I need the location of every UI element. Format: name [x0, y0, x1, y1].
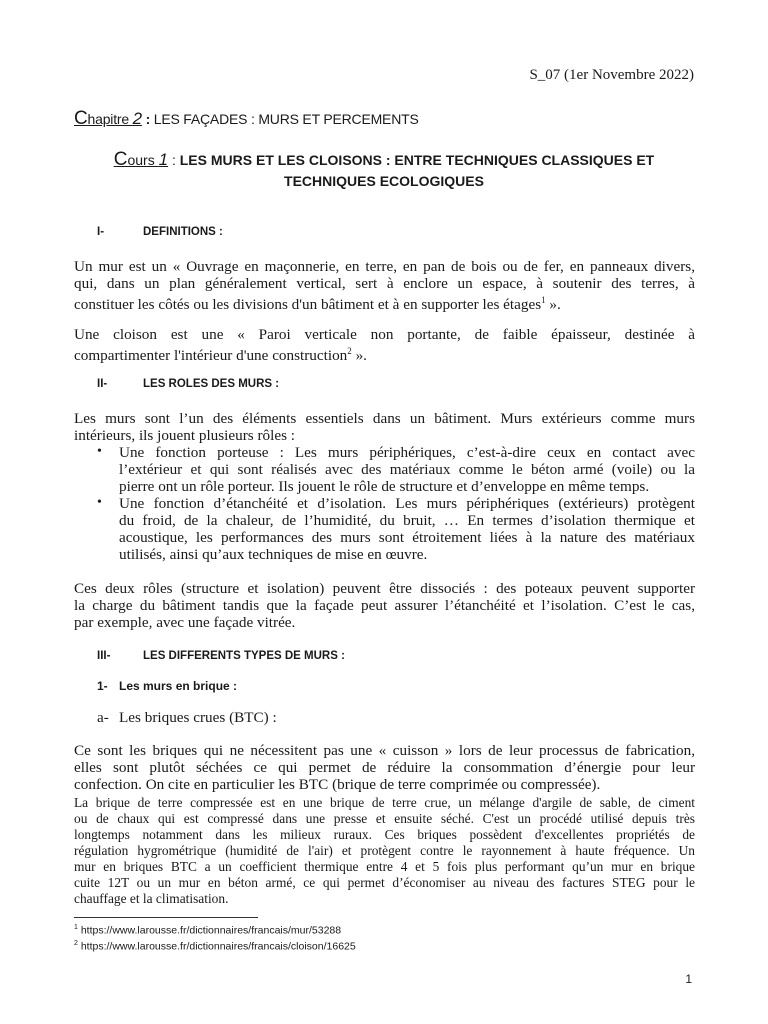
- text-line: Une cloison est une « Paroi verticale non portante, de faible épaisseur, destinée à: [74, 326, 695, 343]
- footnote-link[interactable]: https://www.larousse.fr/dictionnaires/francais/mur/53288: [77, 924, 342, 937]
- footnote-ref: 1: [541, 295, 546, 305]
- text-line: Un mur est un « Ouvrage en maçonnerie, en terre, en pan de bois ou de fer, en panneaux divers,: [74, 258, 695, 275]
- section-definitions: [97, 226, 223, 238]
- text-line: La brique de terre compressée est en une brique de terre crue, un mélange d'argile de sable, de ciment: [74, 795, 695, 810]
- course-word: ours: [127, 152, 159, 168]
- section-title: DEFINITIONS :: [143, 226, 223, 238]
- text-line: pierre ont un rôle porteur. Ils jouent le rôle de structure et d’enveloppe en même temps.: [119, 478, 650, 495]
- page-number: 1: [685, 972, 692, 986]
- course-number: 1: [158, 150, 169, 169]
- subsection-briques-crues: [97, 709, 277, 727]
- text-line: longtemps notamment dans les milieux ruraux. Ces briques possèdent d'excellentes propriétés de: [74, 827, 695, 842]
- footnote-divider: [74, 917, 258, 918]
- paragraph-roles-intro: [74, 410, 695, 444]
- text-line: [74, 292, 695, 313]
- text-line: Une fonction d’étanchéité et d’isolation. Les murs périphériques (extérieurs) protègent: [119, 495, 695, 512]
- text-line: intérieurs, ils jouent plusieurs rôles :: [74, 427, 296, 444]
- section-number: II-: [97, 378, 108, 390]
- course-colon: :: [168, 152, 176, 168]
- section-number: 1-: [97, 679, 108, 693]
- text-line: acoustique, les performances des murs sont étroitement liées à la nature des matériaux: [119, 529, 695, 546]
- subsection-murs-brique: [97, 679, 237, 693]
- text-line: Ce sont les briques qui ne nécessitent pas une « cuisson » lors de leur processus de fabrication,: [74, 742, 695, 759]
- text-line: Ces deux rôles (structure et isolation) peuvent être dissociés : des poteaux peuvent supporter: [74, 580, 695, 597]
- document-date: S_07 (1er Novembre 2022): [529, 67, 694, 83]
- text-segment: constituer les côtés ou les divisions d'un bâtiment et à en supporter les étages: [74, 296, 542, 314]
- text-line: par exemple, avec une façade vitrée.: [74, 614, 296, 631]
- paragraph-btc: [74, 795, 695, 907]
- section-types-murs: [97, 650, 345, 662]
- section-roles: [97, 378, 279, 390]
- text-line: confection. On cite en particulier les BTC (brique de terre comprimée ou compressée).: [74, 776, 601, 793]
- chapter-title: LES FAÇADES : MURS ET PERCEMENTS: [150, 111, 419, 127]
- footnote-2: [74, 940, 356, 953]
- text-line: Les murs sont l’un des éléments essentiels dans un bâtiment. Murs extérieurs comme murs: [74, 410, 695, 427]
- text-segment: ».: [545, 296, 561, 314]
- text-line: qui, dans un plan généralement vertical, sert à enclore un espace, à soutenir des terres, à: [74, 275, 695, 292]
- text-segment: ».: [351, 347, 367, 365]
- section-number: I-: [97, 226, 105, 238]
- footnote-link[interactable]: https://www.larousse.fr/dictionnaires/francais/cloison/16625: [77, 940, 356, 953]
- footnote-1: [74, 924, 341, 937]
- text-line: du froid, de la chaleur, de l’humidité, du bruit, … En termes d’isolation thermique et: [119, 512, 695, 529]
- text-line: l’extérieur et qui sont réalisés avec des matériaux comme le béton armé (voile) ou la: [119, 461, 695, 478]
- paragraph-cloison-definition: [74, 326, 695, 364]
- section-title: LES ROLES DES MURS :: [143, 378, 280, 390]
- text-line: elles sont plutôt séchées ce qui permet de réduire la consommation d’énergie pour leur: [74, 759, 695, 776]
- section-number: III-: [97, 650, 111, 662]
- paragraph-roles-dissocies: [74, 580, 695, 631]
- course-initial: C: [113, 149, 128, 170]
- chapter-colon: :: [141, 111, 151, 127]
- paragraph-mur-definition: [74, 258, 695, 313]
- chapter-number: 2: [132, 109, 142, 128]
- text-line: utilisés, ainsi qu’aux techniques de mise en œuvre.: [119, 546, 428, 563]
- text-line: [74, 343, 695, 364]
- section-title: Les murs en brique :: [119, 679, 238, 693]
- text-line: cuite 12T ou un mur en béton armé, ce qui permet d’économiser au niveau des factures STEG pour le: [74, 875, 695, 890]
- footnote-ref: 2: [347, 346, 352, 356]
- text-segment: compartimenter l'intérieur d'une construction: [74, 347, 348, 365]
- section-title: Les briques crues (BTC) :: [119, 709, 277, 726]
- chapter-heading: [74, 108, 419, 130]
- paragraph-briques-crues: [74, 742, 695, 793]
- text-line: régulation hygrométrique (humidité de l'air) et protègent contre le rayonnement à haute fréquence. Un: [74, 843, 695, 858]
- list-item-fonction-porteuse: [119, 444, 695, 495]
- bullet-icon: •: [97, 444, 102, 459]
- course-heading-line-2: TECHNIQUES ECOLOGIQUES: [284, 173, 484, 189]
- footnote-number: 1: [74, 924, 78, 931]
- footnote-number: 2: [74, 940, 78, 947]
- chapter-word: hapitre: [87, 111, 133, 127]
- bullet-icon: •: [97, 495, 102, 510]
- text-line: ou de chaux qui est compressé dans une presse et ensuite séché. C'est un procédé utilisé depuis très: [74, 811, 695, 826]
- text-line: mur en briques BTC a un coefficient thermique entre 4 et 5 fois plus performant qu’un mur en brique: [74, 859, 695, 874]
- section-number: a-: [97, 709, 109, 726]
- course-heading-line-1: [74, 149, 694, 171]
- text-line: Une fonction porteuse : Les murs périphériques, c’est-à-dire ceux en contact avec: [119, 444, 695, 461]
- course-title-1: LES MURS ET LES CLOISONS : ENTRE TECHNIQUES CLASSIQUES ET: [175, 152, 655, 168]
- list-item-fonction-etancheite: [119, 495, 695, 563]
- text-line: la charge du bâtiment tandis que la façade peut assurer l’étanchéité et l’isolation. C’est le cas,: [74, 597, 695, 614]
- chapter-initial: C: [74, 108, 88, 129]
- text-line: chauffage et la climatisation.: [74, 891, 229, 906]
- section-title: LES DIFFERENTS TYPES DE MURS :: [143, 650, 345, 662]
